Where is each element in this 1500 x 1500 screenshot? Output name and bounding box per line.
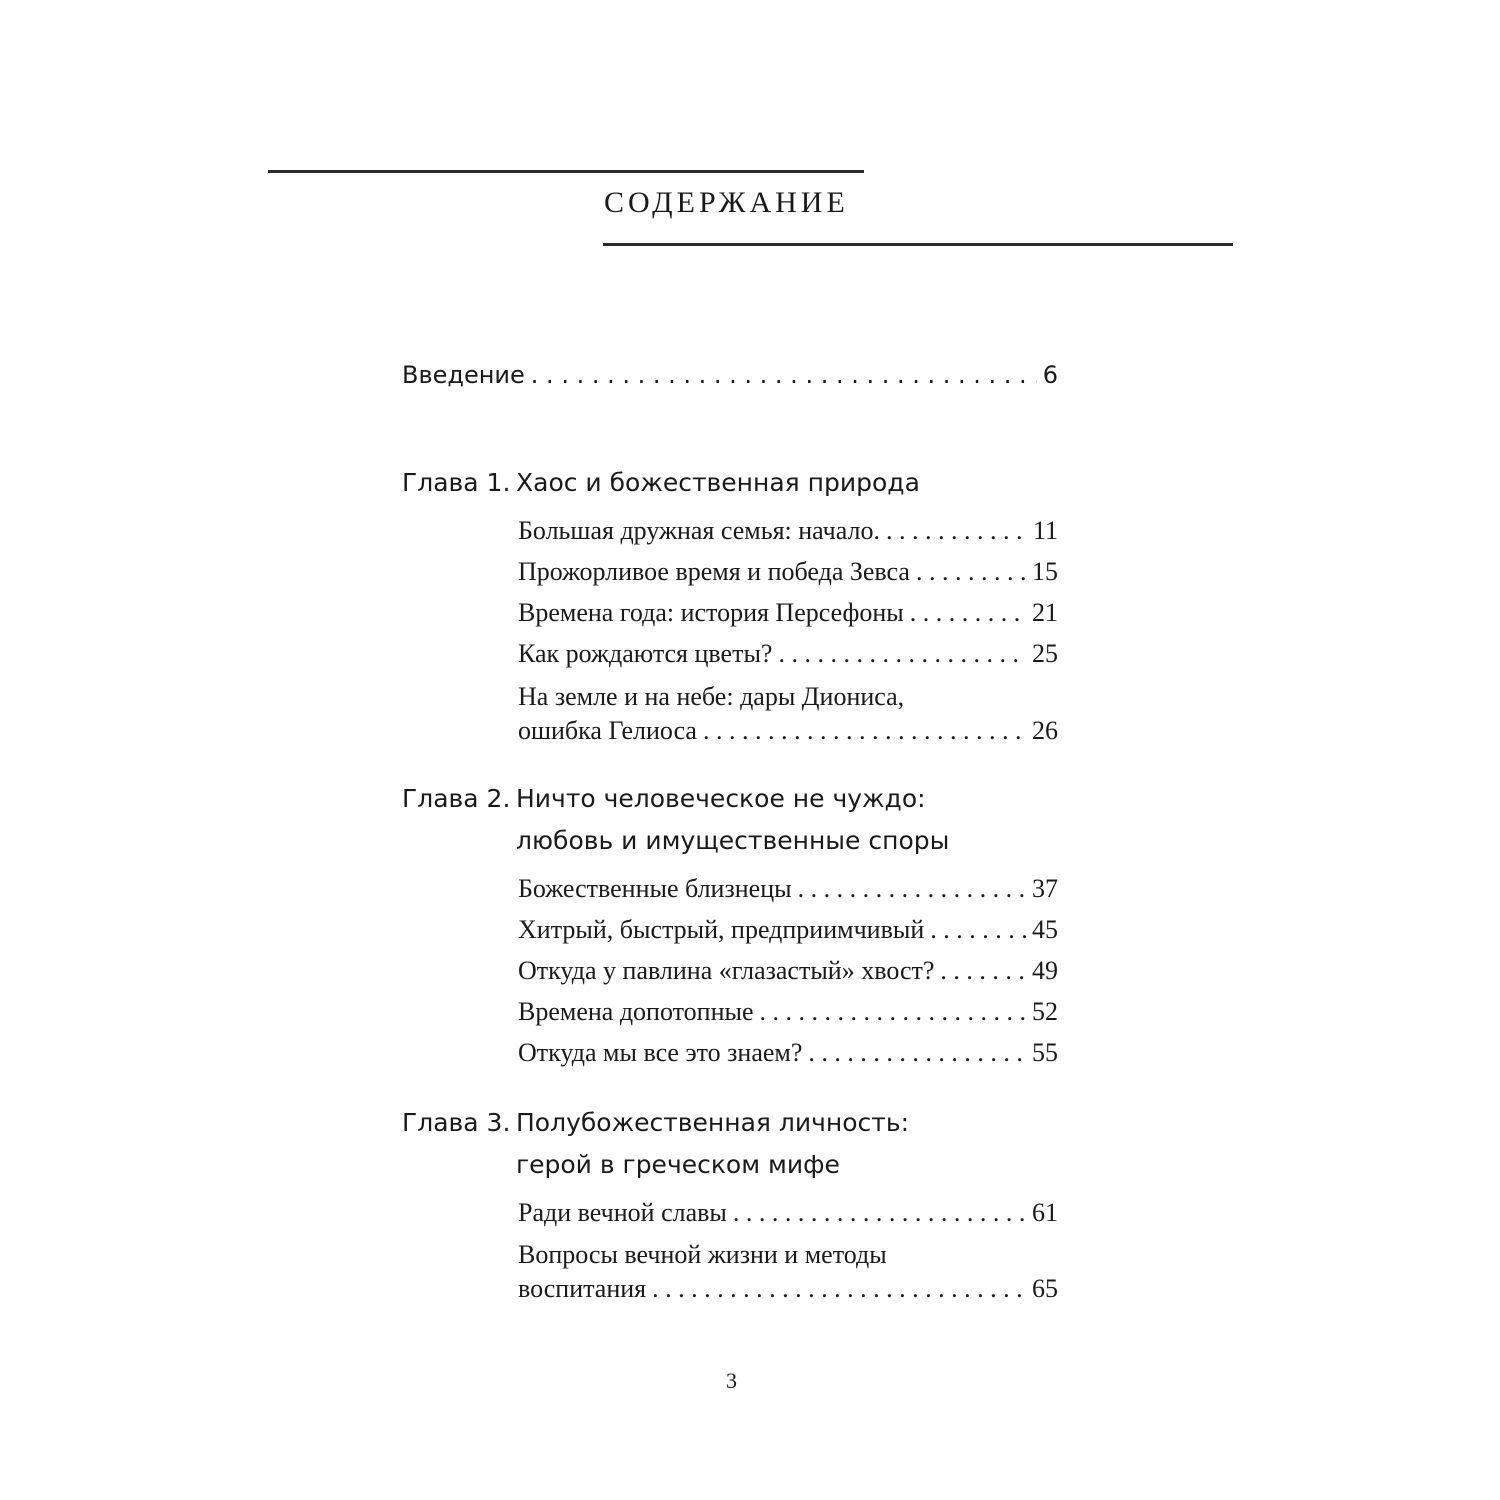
- toc-entry[interactable]: [518, 557, 1058, 587]
- entry-label: Откуда мы все это знаем?: [518, 1038, 803, 1067]
- toc-entry[interactable]: [518, 1198, 1058, 1228]
- entry-label: ошибка Гелиоса: [518, 716, 697, 745]
- toc-entry-intro[interactable]: [402, 360, 1058, 390]
- entry-label: Божественные близнецы: [518, 874, 792, 903]
- chapter-title: Полубожественная личность:: [516, 1108, 910, 1137]
- entry-label-line1: Вопросы вечной жизни и методы: [518, 1240, 887, 1269]
- entry-page: 25: [1032, 639, 1058, 668]
- entry-line2: [518, 716, 1058, 746]
- entry-page: 52: [1032, 997, 1058, 1026]
- toc-entry[interactable]: [518, 874, 1058, 904]
- entry-label: Введение: [402, 361, 525, 389]
- chapter-heading-1[interactable]: [402, 462, 920, 504]
- dot-leader: [703, 716, 1026, 746]
- entry-line2: [518, 1274, 1058, 1304]
- chapter-heading-3[interactable]: [402, 1102, 909, 1186]
- toc-entry[interactable]: [518, 598, 1058, 628]
- chapter-title-line2: любовь и имущественные споры: [516, 826, 950, 855]
- toc-entry[interactable]: [518, 956, 1058, 986]
- toc-title: СОДЕРЖАНИЕ: [604, 186, 849, 219]
- toc-entry-multiline[interactable]: [518, 678, 1058, 746]
- entry-page: 49: [1032, 956, 1058, 985]
- chapter-title: Хаос и божественная природа: [516, 468, 920, 497]
- entry-label: Как рождаются цветы?: [518, 639, 773, 668]
- entry-page: 45: [1032, 915, 1058, 944]
- entry-page: 55: [1032, 1038, 1058, 1067]
- dot-leader: [940, 956, 1026, 986]
- entry-page: 65: [1032, 1274, 1058, 1303]
- page-number: 3: [726, 1368, 737, 1393]
- dot-leader: [886, 516, 1027, 546]
- chapter-heading-2[interactable]: [402, 778, 949, 862]
- chapter-title-line2: герой в греческом мифе: [516, 1150, 840, 1179]
- toc-entry[interactable]: [518, 516, 1058, 546]
- entry-label: Ради вечной славы: [518, 1198, 727, 1227]
- top-rule: [268, 170, 864, 173]
- entry-label: Времена года: история Персефоны: [518, 598, 904, 627]
- entry-page: 6: [1042, 361, 1058, 389]
- dot-leader: [910, 598, 1026, 628]
- dot-leader: [808, 1038, 1026, 1068]
- chapter-number: Глава 3.: [402, 1108, 511, 1137]
- toc-entry[interactable]: [518, 1038, 1058, 1068]
- entry-label: Хитрый, быстрый, предприимчивый: [518, 915, 925, 944]
- toc-entry[interactable]: [518, 997, 1058, 1027]
- entry-label: Откуда у павлина «глазастый» хвост?: [518, 956, 935, 985]
- chapter-title: Ничто человеческое не чуждо:: [516, 784, 926, 813]
- chapter-number: Глава 2.: [402, 784, 511, 813]
- bottom-rule: [603, 243, 1233, 246]
- toc-entry[interactable]: [518, 915, 1058, 945]
- entry-label: Большая дружная семья: начало.: [518, 516, 880, 545]
- entry-label: Прожорливое время и победа Зевса: [518, 557, 910, 586]
- dot-leader: [760, 997, 1027, 1027]
- entry-page: 61: [1032, 1198, 1058, 1227]
- entry-page: 26: [1032, 716, 1058, 745]
- entry-label-line1: На земле и на небе: дары Диониса,: [518, 682, 905, 711]
- dot-leader: [798, 874, 1026, 904]
- entry-page: 15: [1032, 557, 1058, 586]
- toc-entry[interactable]: [518, 639, 1058, 669]
- dot-leader: [733, 1198, 1026, 1228]
- entry-label: воспитания: [518, 1274, 647, 1303]
- dot-leader: [531, 360, 1037, 390]
- entry-page: 37: [1032, 874, 1058, 903]
- dot-leader: [778, 639, 1026, 669]
- entry-label: Времена допотопные: [518, 997, 754, 1026]
- toc-entry-multiline[interactable]: [518, 1236, 1058, 1304]
- entry-page: 11: [1032, 516, 1058, 545]
- chapter-number: Глава 1.: [402, 468, 511, 497]
- dot-leader: [652, 1274, 1026, 1304]
- entry-page: 21: [1032, 598, 1058, 627]
- dot-leader: [930, 915, 1026, 945]
- dot-leader: [916, 557, 1026, 587]
